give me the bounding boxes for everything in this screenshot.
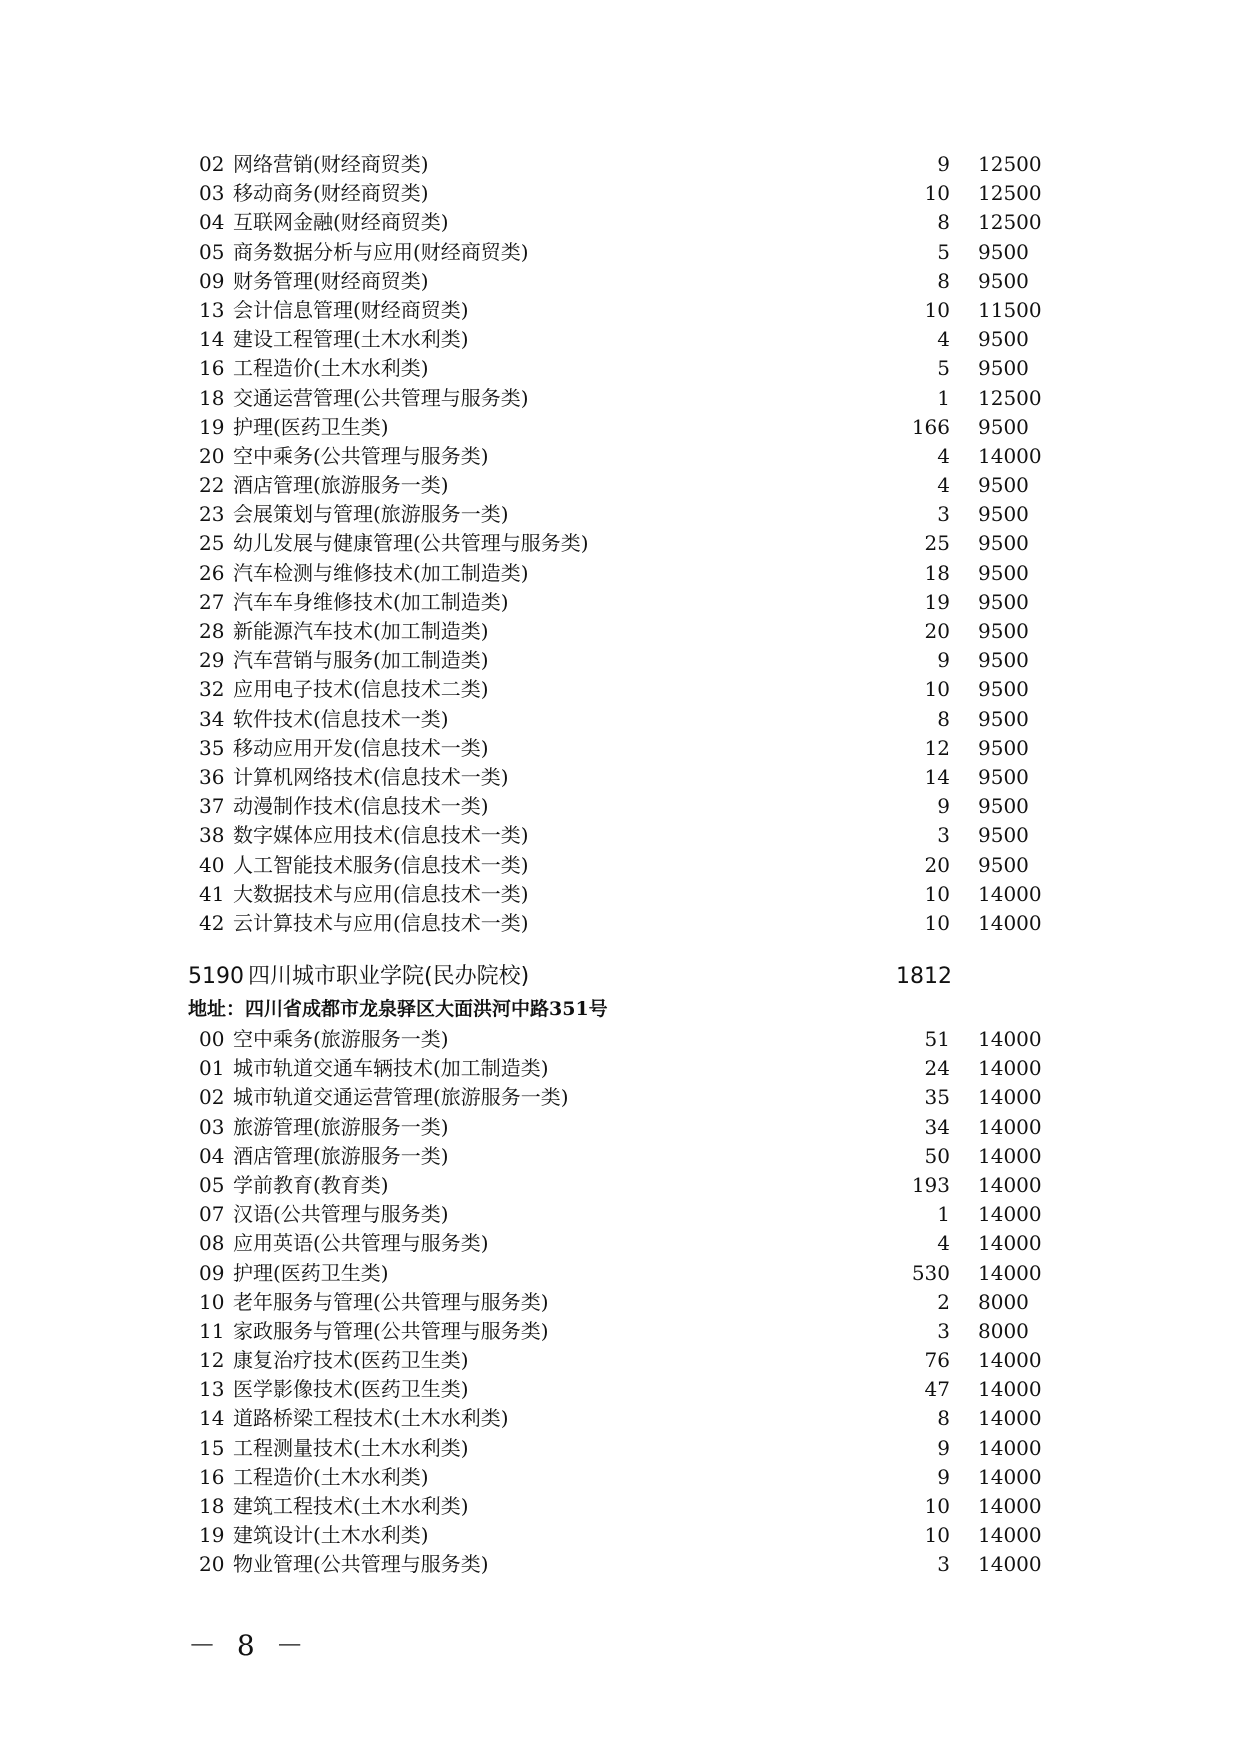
enrollment-count: 24 — [924, 1056, 950, 1081]
program-code: 14 — [199, 327, 225, 352]
program-row — [0, 880, 1240, 909]
program-row — [0, 821, 1240, 850]
program-code: 13 — [199, 1377, 225, 1402]
program-code: 16 — [199, 356, 225, 381]
program-name: 护理(医药卫生类) — [233, 414, 389, 439]
program-name: 工程测量技术(土木水利类) — [233, 1435, 469, 1460]
program-row — [0, 384, 1240, 413]
tuition-fee: 9500 — [978, 852, 1029, 877]
tuition-fee: 14000 — [978, 1027, 1042, 1051]
program-row — [0, 150, 1240, 179]
program-name: 新能源汽车技术(加工制造类) — [233, 619, 489, 643]
enrollment-count: 51 — [924, 1027, 950, 1051]
tuition-fee: 14000 — [978, 1085, 1042, 1110]
program-code: 09 — [199, 268, 225, 293]
enrollment-count: 35 — [924, 1085, 950, 1110]
program-row — [0, 1288, 1240, 1317]
program-row — [0, 1054, 1240, 1083]
tuition-fee: 14000 — [978, 1114, 1042, 1139]
program-name: 网络营销(财经商贸类) — [233, 152, 429, 176]
enrollment-count: 20 — [924, 852, 950, 877]
institution-address: 地址：四川省成都市龙泉驿区大面洪河中路351号 — [188, 998, 608, 1020]
tuition-fee: 9500 — [978, 619, 1029, 643]
program-code: 05 — [199, 239, 225, 264]
enrollment-count: 8 — [937, 268, 950, 293]
institution-header — [188, 960, 952, 994]
program-row — [0, 500, 1240, 529]
tuition-fee: 9500 — [978, 677, 1029, 702]
program-code: 07 — [199, 1202, 225, 1227]
program-code: 28 — [199, 619, 225, 643]
tuition-fee: 9500 — [978, 239, 1029, 264]
program-code: 23 — [199, 502, 225, 527]
program-code: 08 — [199, 1231, 225, 1256]
enrollment-count: 10 — [924, 881, 950, 906]
program-row — [0, 763, 1240, 792]
program-name: 大数据技术与应用(信息技术一类) — [233, 881, 529, 906]
tuition-fee: 14000 — [978, 1202, 1042, 1227]
tuition-fee: 9500 — [978, 531, 1029, 556]
tuition-fee: 9500 — [978, 823, 1029, 848]
enrollment-count: 10 — [924, 181, 950, 206]
enrollment-count: 166 — [911, 414, 950, 439]
program-code: 20 — [199, 1552, 225, 1577]
enrollment-count: 4 — [937, 327, 950, 352]
program-row — [0, 296, 1240, 325]
program-code: 26 — [199, 560, 225, 585]
program-name: 康复治疗技术(医药卫生类) — [233, 1348, 469, 1373]
program-code: 32 — [199, 677, 225, 702]
program-code: 29 — [199, 648, 225, 673]
program-name: 空中乘务(公共管理与服务类) — [233, 443, 489, 468]
program-code: 16 — [199, 1464, 225, 1489]
program-row — [0, 675, 1240, 704]
program-row — [0, 267, 1240, 296]
program-name: 应用电子技术(信息技术二类) — [233, 677, 489, 702]
enrollment-count: 34 — [924, 1114, 950, 1139]
program-name: 计算机网络技术(信息技术一类) — [233, 764, 509, 789]
program-code: 05 — [199, 1172, 225, 1197]
program-row — [0, 1025, 1240, 1054]
program-code: 14 — [199, 1406, 225, 1431]
program-row — [0, 1375, 1240, 1404]
program-name: 应用英语(公共管理与服务类) — [233, 1231, 489, 1256]
program-name: 幼儿发展与健康管理(公共管理与服务类) — [233, 531, 589, 556]
tuition-fee: 9500 — [978, 414, 1029, 439]
program-row — [0, 1259, 1240, 1288]
program-name: 酒店管理(旅游服务一类) — [233, 1143, 449, 1168]
program-name: 人工智能技术服务(信息技术一类) — [233, 852, 529, 877]
program-name: 动漫制作技术(信息技术一类) — [233, 794, 489, 819]
enrollment-count: 76 — [924, 1348, 950, 1373]
program-name: 道路桥梁工程技术(土木水利类) — [233, 1406, 509, 1431]
program-row — [0, 1463, 1240, 1492]
tuition-fee: 12500 — [978, 385, 1042, 410]
tuition-fee: 9500 — [978, 794, 1029, 819]
tuition-fee: 14000 — [978, 1523, 1042, 1548]
tuition-fee: 14000 — [978, 1464, 1042, 1489]
tuition-fee: 14000 — [978, 1435, 1042, 1460]
tuition-fee: 14000 — [978, 1231, 1042, 1256]
enrollment-count: 50 — [924, 1143, 950, 1168]
tuition-fee: 8000 — [978, 1289, 1029, 1314]
program-name: 移动应用开发(信息技术一类) — [233, 735, 489, 760]
program-name: 交通运营管理(公共管理与服务类) — [233, 385, 529, 410]
program-row — [0, 705, 1240, 734]
program-code: 36 — [199, 764, 225, 789]
enrollment-count: 5 — [937, 239, 950, 264]
program-name: 护理(医药卫生类) — [233, 1260, 389, 1285]
enrollment-count: 4 — [937, 443, 950, 468]
program-row — [0, 442, 1240, 471]
tuition-fee: 14000 — [978, 1406, 1042, 1431]
enrollment-count: 25 — [924, 531, 950, 556]
tuition-fee: 14000 — [978, 1143, 1042, 1168]
institution-code: 5190 — [188, 964, 244, 989]
program-row — [0, 413, 1240, 442]
program-list-institution-5190 — [0, 1025, 1240, 1580]
program-name: 医学影像技术(医药卫生类) — [233, 1377, 469, 1402]
program-name: 汽车车身维修技术(加工制造类) — [233, 589, 509, 614]
program-row — [0, 1229, 1240, 1258]
enrollment-count: 1 — [937, 385, 950, 410]
program-code: 00 — [199, 1027, 225, 1051]
program-name: 商务数据分析与应用(财经商贸类) — [233, 239, 529, 264]
enrollment-count: 10 — [924, 910, 950, 935]
tuition-fee: 9500 — [978, 473, 1029, 498]
enrollment-count: 4 — [937, 473, 950, 498]
program-name: 学前教育(教育类) — [233, 1172, 389, 1197]
tuition-fee: 14000 — [978, 1260, 1042, 1285]
enrollment-count: 47 — [924, 1377, 950, 1402]
program-name: 工程造价(土木水利类) — [233, 356, 429, 381]
program-name: 移动商务(财经商贸类) — [233, 181, 429, 206]
program-row — [0, 1317, 1240, 1346]
tuition-fee: 14000 — [978, 1552, 1042, 1577]
enrollment-count: 3 — [937, 823, 950, 848]
tuition-fee: 9500 — [978, 648, 1029, 673]
program-code: 20 — [199, 443, 225, 468]
enrollment-count: 3 — [937, 1552, 950, 1577]
enrollment-count: 14 — [924, 764, 950, 789]
program-code: 09 — [199, 1260, 225, 1285]
program-row — [0, 354, 1240, 383]
program-code: 19 — [199, 414, 225, 439]
program-row — [0, 792, 1240, 821]
tuition-fee: 14000 — [978, 910, 1042, 935]
tuition-fee: 9500 — [978, 502, 1029, 527]
enrollment-count: 3 — [937, 1318, 950, 1343]
tuition-fee: 12500 — [978, 210, 1042, 235]
enrollment-count: 9 — [937, 794, 950, 819]
program-name: 酒店管理(旅游服务一类) — [233, 473, 449, 498]
program-name: 财务管理(财经商贸类) — [233, 268, 429, 293]
program-name: 老年服务与管理(公共管理与服务类) — [233, 1289, 549, 1314]
program-code: 37 — [199, 794, 225, 819]
enrollment-count: 9 — [937, 152, 950, 176]
enrollment-count: 12 — [924, 735, 950, 760]
program-row — [0, 1200, 1240, 1229]
program-row — [0, 1492, 1240, 1521]
enrollment-count: 10 — [924, 1523, 950, 1548]
program-name: 家政服务与管理(公共管理与服务类) — [233, 1318, 549, 1343]
institution-name: 四川城市职业学院(民办院校) — [248, 964, 530, 989]
program-code: 11 — [199, 1318, 225, 1343]
program-row — [0, 238, 1240, 267]
program-name: 旅游管理(旅游服务一类) — [233, 1114, 449, 1139]
enrollment-count: 3 — [937, 502, 950, 527]
program-code: 27 — [199, 589, 225, 614]
program-row — [0, 734, 1240, 763]
program-code: 35 — [199, 735, 225, 760]
program-name: 工程造价(土木水利类) — [233, 1464, 429, 1489]
program-row — [0, 1521, 1240, 1550]
program-code: 18 — [199, 1494, 225, 1518]
program-name: 城市轨道交通车辆技术(加工制造类) — [233, 1056, 549, 1081]
tuition-fee: 14000 — [978, 1348, 1042, 1373]
program-name: 互联网金融(财经商贸类) — [233, 210, 449, 235]
program-row — [0, 1550, 1240, 1579]
tuition-fee: 14000 — [978, 1494, 1042, 1518]
program-row — [0, 529, 1240, 558]
program-code: 15 — [199, 1435, 225, 1460]
program-list-previous-institution — [0, 150, 1240, 938]
enrollment-count: 1 — [937, 1202, 950, 1227]
program-name: 云计算技术与应用(信息技术一类) — [233, 910, 529, 935]
program-code: 25 — [199, 531, 225, 556]
program-name: 建筑工程技术(土木水利类) — [233, 1494, 469, 1518]
enrollment-count: 20 — [924, 619, 950, 643]
enrollment-count: 5 — [937, 356, 950, 381]
tuition-fee: 9500 — [978, 560, 1029, 585]
program-code: 01 — [199, 1056, 225, 1081]
program-row — [0, 1434, 1240, 1463]
program-row — [0, 179, 1240, 208]
enrollment-count: 9 — [937, 648, 950, 673]
enrollment-count: 9 — [937, 1435, 950, 1460]
page-number: － 8 － — [188, 1629, 310, 1662]
tuition-fee: 9500 — [978, 764, 1029, 789]
tuition-fee: 9500 — [978, 589, 1029, 614]
enrollment-count: 8 — [937, 1406, 950, 1431]
program-row — [0, 1142, 1240, 1171]
program-name: 建设工程管理(土木水利类) — [233, 327, 469, 352]
program-name: 汽车检测与维修技术(加工制造类) — [233, 560, 529, 585]
enrollment-count: 18 — [924, 560, 950, 585]
enrollment-count: 2 — [937, 1289, 950, 1314]
tuition-fee: 11500 — [978, 297, 1042, 322]
tuition-fee: 14000 — [978, 881, 1042, 906]
enrollment-count: 10 — [924, 297, 950, 322]
program-name: 城市轨道交通运营管理(旅游服务一类) — [233, 1085, 569, 1110]
enrollment-count: 9 — [937, 1464, 950, 1489]
program-code: 12 — [199, 1348, 225, 1373]
program-row — [0, 646, 1240, 675]
program-row — [0, 909, 1240, 938]
enrollment-count: 193 — [911, 1172, 950, 1197]
program-name: 汉语(公共管理与服务类) — [233, 1202, 449, 1227]
program-name: 会展策划与管理(旅游服务一类) — [233, 502, 509, 527]
program-name: 空中乘务(旅游服务一类) — [233, 1027, 449, 1051]
enrollment-count: 19 — [924, 589, 950, 614]
tuition-fee: 9500 — [978, 356, 1029, 381]
program-code: 34 — [199, 706, 225, 731]
tuition-fee: 14000 — [978, 1172, 1042, 1197]
program-name: 会计信息管理(财经商贸类) — [233, 297, 469, 322]
tuition-fee: 12500 — [978, 152, 1042, 176]
program-row — [0, 471, 1240, 500]
program-row — [0, 851, 1240, 880]
tuition-fee: 8000 — [978, 1318, 1029, 1343]
program-name: 建筑设计(土木水利类) — [233, 1523, 429, 1548]
tuition-fee: 14000 — [978, 1377, 1042, 1402]
tuition-fee: 9500 — [978, 706, 1029, 731]
program-code: 04 — [199, 210, 225, 235]
program-row — [0, 1171, 1240, 1200]
program-code: 38 — [199, 823, 225, 848]
tuition-fee: 14000 — [978, 443, 1042, 468]
program-code: 41 — [199, 881, 225, 906]
program-name: 软件技术(信息技术一类) — [233, 706, 449, 731]
enrollment-count: 10 — [924, 1494, 950, 1518]
program-code: 19 — [199, 1523, 225, 1548]
program-code: 22 — [199, 473, 225, 498]
program-row — [0, 1346, 1240, 1375]
program-row — [0, 559, 1240, 588]
program-name: 数字媒体应用技术(信息技术一类) — [233, 823, 529, 848]
program-row — [0, 617, 1240, 646]
tuition-fee: 9500 — [978, 268, 1029, 293]
program-code: 03 — [199, 181, 225, 206]
enrollment-count: 8 — [937, 210, 950, 235]
program-code: 40 — [199, 852, 225, 877]
enrollment-count: 530 — [911, 1260, 950, 1285]
institution-total: 1812 — [896, 964, 952, 989]
program-code: 42 — [199, 910, 225, 935]
program-row — [0, 1404, 1240, 1433]
program-code: 02 — [199, 152, 225, 176]
program-row — [0, 588, 1240, 617]
program-row — [0, 208, 1240, 237]
enrollment-count: 8 — [937, 706, 950, 731]
program-code: 03 — [199, 1114, 225, 1139]
tuition-fee: 9500 — [978, 327, 1029, 352]
tuition-fee: 9500 — [978, 735, 1029, 760]
program-row — [0, 1083, 1240, 1112]
program-name: 汽车营销与服务(加工制造类) — [233, 648, 489, 673]
program-row — [0, 325, 1240, 354]
program-code: 10 — [199, 1289, 225, 1314]
program-code: 18 — [199, 385, 225, 410]
enrollment-count: 10 — [924, 677, 950, 702]
program-name: 物业管理(公共管理与服务类) — [233, 1552, 489, 1577]
program-row — [0, 1113, 1240, 1142]
program-code: 13 — [199, 297, 225, 322]
enrollment-count: 4 — [937, 1231, 950, 1256]
program-code: 02 — [199, 1085, 225, 1110]
program-code: 04 — [199, 1143, 225, 1168]
tuition-fee: 14000 — [978, 1056, 1042, 1081]
tuition-fee: 12500 — [978, 181, 1042, 206]
